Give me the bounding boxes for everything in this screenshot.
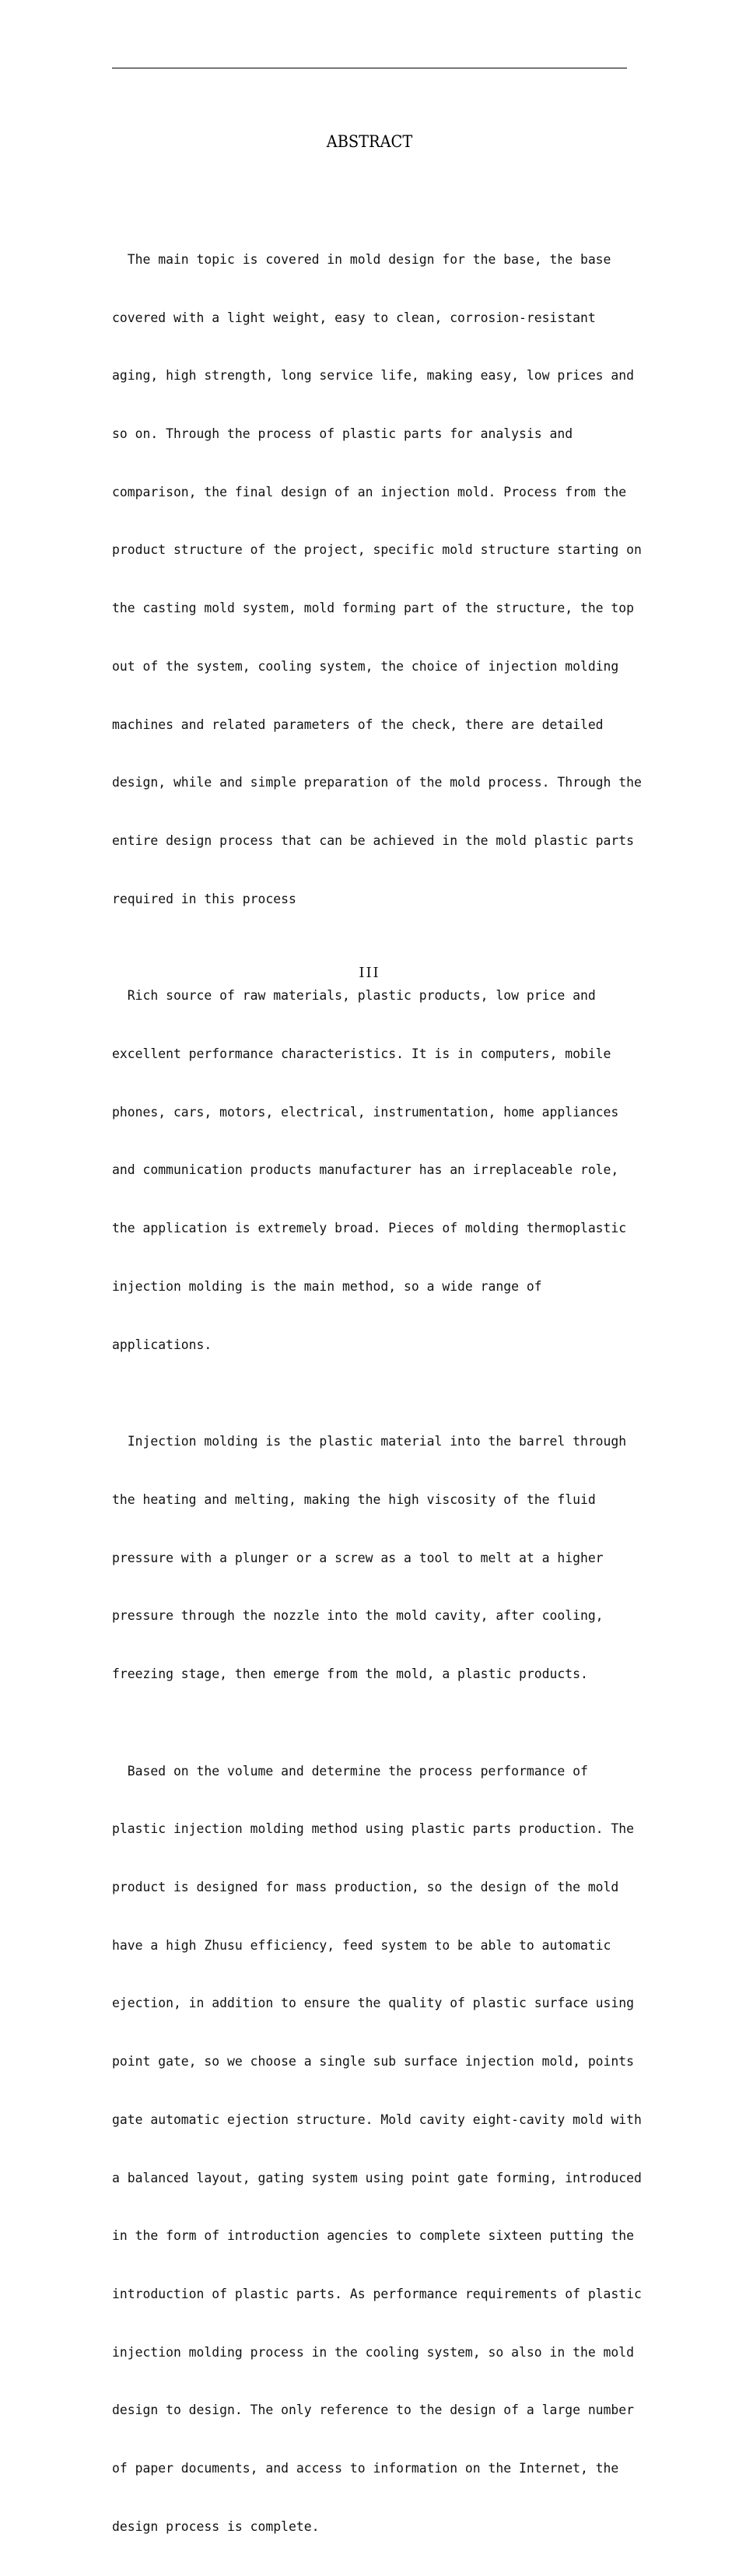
abstract-paragraph — [112, 1393, 641, 1723]
text-line: of paper documents, and access to information on the Internet, the — [112, 2461, 619, 2476]
text-line: pressure through the nozzle into the mold cavity, after cooling, — [112, 1608, 604, 1624]
text-line: have a high Zhusu efficiency, feed system to be able to automatic — [112, 1937, 611, 1953]
text-line: machines and related parameters of the check, there are detailed — [112, 717, 604, 732]
text-line: introduction of plastic parts. As performance requirements of plastic — [112, 2286, 642, 2301]
text-line: excellent performance characteristics. It is in computers, mobile — [112, 1046, 611, 1061]
text-line: injection molding is the main method, so a wide range of — [112, 1278, 542, 1294]
text-line: Rich source of raw materials, plastic products, low price and — [112, 988, 596, 1004]
text-line: freezing stage, then emerge from the mold, a plastic products. — [112, 1666, 588, 1681]
text-line: Injection molding is the plastic material into the barrel through — [112, 1434, 627, 1449]
abstract-paragraph — [112, 212, 641, 948]
text-line: entire design process that can be achieved in the mold plastic parts — [112, 833, 635, 848]
text-line: design process is complete. — [112, 2518, 320, 2534]
text-line: gate automatic ejection structure. Mold cavity eight-cavity mold with — [112, 2112, 642, 2127]
text-line: injection molding process in the cooling system, so also in the mold — [112, 2344, 635, 2360]
text-line: applications. — [112, 1337, 212, 1352]
abstract-body — [112, 212, 641, 2576]
page-number: III — [359, 965, 380, 981]
text-line: design to design. The only reference to the design of a large number — [112, 2403, 635, 2418]
text-line: comparison, the final design of an injection mold. Process from the — [112, 484, 627, 499]
text-line: point gate, so we choose a single sub surface injection mold, points — [112, 2054, 635, 2070]
text-line: Based on the volume and determine the process performance of — [112, 1763, 588, 1779]
text-line: so on. Through the process of plastic parts for analysis and — [112, 426, 573, 441]
text-line: pressure with a plunger or a screw as a tool to melt at a higher — [112, 1550, 604, 1565]
text-line: ejection, in addition to ensure the quality of plastic surface using — [112, 1996, 635, 2011]
text-line: plastic injection molding method using plastic parts production. The — [112, 1821, 635, 1837]
text-line: a balanced layout, gating system using point gate forming, introduced — [112, 2170, 642, 2185]
text-line: phones, cars, motors, electrical, instrumentation, home appliances — [112, 1104, 619, 1120]
text-line: and communication products manufacturer has an irreplaceable role, — [112, 1162, 619, 1178]
abstract-paragraph — [112, 1723, 641, 2576]
text-line: The main topic is covered in mold design for the base, the base — [112, 251, 611, 267]
text-line: aging, high strength, long service life, making easy, low prices and — [112, 368, 635, 384]
text-line: design, while and simple preparation of the mold process. Through the — [112, 775, 642, 790]
text-line: the application is extremely broad. Pieces of molding thermoplastic — [112, 1221, 627, 1236]
abstract-paragraph — [112, 948, 641, 1393]
text-line: the heating and melting, making the high viscosity of the fluid — [112, 1491, 596, 1507]
page-title: ABSTRACT — [326, 132, 413, 151]
text-line: product is designed for mass production, so the design of the mold — [112, 1879, 619, 1894]
text-line: out of the system, cooling system, the choice of injection molding — [112, 658, 619, 674]
text-line: in the form of introduction agencies to complete sixteen putting the — [112, 2228, 635, 2244]
text-line: the casting mold system, mold forming part of the structure, the top — [112, 601, 635, 616]
text-line: required in this process — [112, 891, 296, 906]
text-line: covered with a light weight, easy to clean, corrosion-resistant — [112, 310, 596, 325]
text-line: product structure of the project, specific mold structure starting on — [112, 542, 642, 558]
